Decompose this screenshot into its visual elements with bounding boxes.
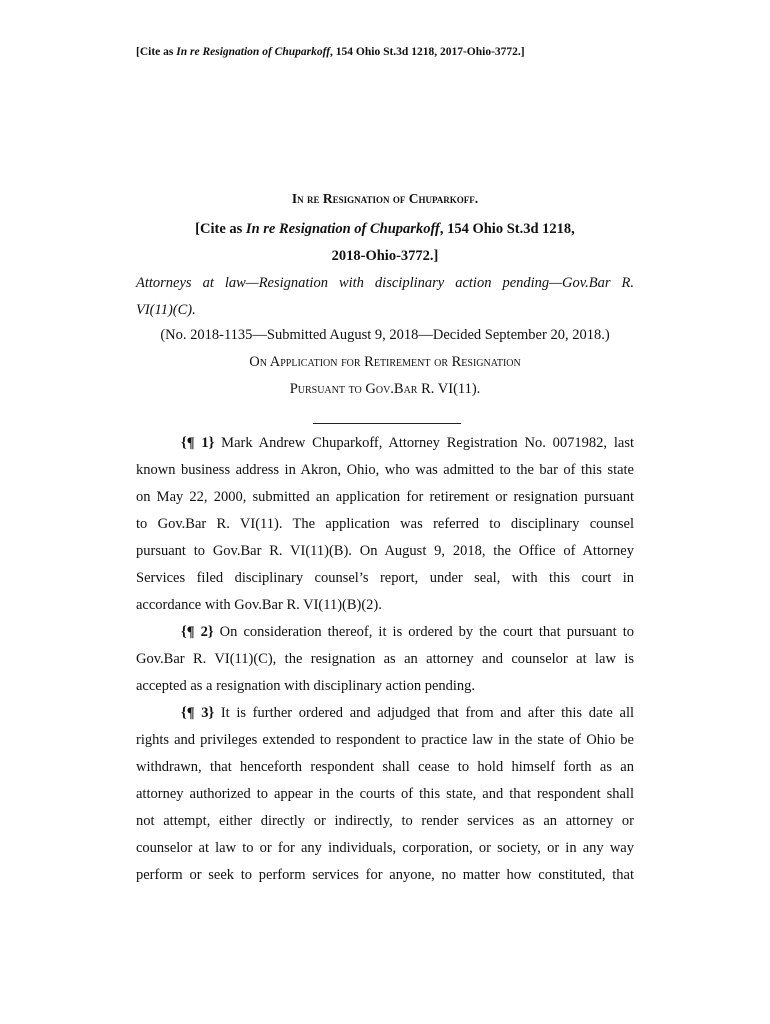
paragraph-line: attorney authorized to appear in the courts of this state, and that respondent shall — [136, 786, 634, 802]
application-heading-1: On Application for Retirement or Resignation — [249, 354, 521, 370]
paragraph-line: not attempt, either directly or indirectly, to render services as an attorney or — [136, 813, 634, 829]
paragraph-line: {¶ 2} On consideration thereof, it is ordered by the court that pursuant to — [181, 624, 634, 640]
headnote-line-2: VI(11)(C). — [136, 302, 196, 318]
paragraph-number: {¶ 1} — [181, 435, 215, 451]
paragraph-line: {¶ 3} It is further ordered and adjudged that from and after this date all — [181, 705, 635, 721]
paragraph-line: {¶ 1} Mark Andrew Chuparkoff, Attorney Registration No. 0071982, last — [181, 435, 634, 451]
cite-suffix: , 154 Ohio St.3d 1218, — [439, 221, 575, 237]
paragraph-line: known business address in Akron, Ohio, who was admitted to the bar of this state — [136, 462, 634, 478]
paragraph-line: counselor at law to or for any individuals, corporation, or society, or in any way — [136, 840, 634, 856]
paragraph-line: on May 22, 2000, submitted an application for retirement or resignation pursuant — [136, 489, 634, 505]
paragraph-line: rights and privileges extended to respondent to practice law in the state of Ohio be — [136, 732, 634, 748]
citation-line-2: 2018-Ohio-3772.] — [331, 248, 439, 264]
header-suffix: , 154 Ohio St.3d 1218, 2017-Ohio-3772.] — [330, 46, 525, 58]
paragraph-line: accepted as a resignation with disciplinary action pending. — [136, 678, 476, 694]
paragraph-line: Services filed disciplinary counsel’s report, under seal, with this court in — [136, 570, 634, 586]
paragraph-2 — [136, 619, 634, 700]
paragraph-number: {¶ 2} — [181, 624, 214, 640]
citation-line-1 — [136, 221, 634, 238]
paragraph-line: pursuant to Gov.Bar R. VI(11)(B). On August 9, 2018, the Office of Attorney — [136, 543, 634, 559]
running-header — [136, 46, 525, 58]
docket-line: (No. 2018-1135—Submitted August 9, 2018—Decided September 20, 2018.) — [160, 327, 610, 343]
paragraph-line: withdrawn, that henceforth respondent shall cease to hold himself forth as an — [136, 759, 634, 775]
paragraph-3 — [136, 700, 634, 889]
paragraph-1 — [136, 430, 634, 619]
paragraph-number: {¶ 3} — [181, 705, 215, 721]
paragraph-line: to Gov.Bar R. VI(11). The application was referred to disciplinary counsel — [136, 516, 634, 532]
section-divider — [313, 423, 461, 424]
paragraph-line: accordance with Gov.Bar R. VI(11)(B)(2). — [136, 597, 382, 613]
header-prefix: [Cite as — [136, 46, 177, 58]
paragraph-line: Gov.Bar R. VI(11)(C), the resignation as an attorney and counselor at law is — [136, 651, 634, 667]
case-title: In re Resignation of Chuparkoff. — [291, 191, 479, 206]
header-case-name: In re Resignation of Chuparkoff — [176, 46, 331, 58]
paragraph-line: perform or seek to perform services for anyone, no matter how constituted, that — [136, 867, 634, 883]
headnote-line-1: Attorneys at law—Resignation with disciplinary action pending—Gov.Bar R. — [136, 275, 634, 291]
cite-prefix: [Cite as — [195, 221, 246, 237]
application-heading-2: Pursuant to Gov.Bar R. VI(11). — [289, 381, 481, 397]
cite-case-name: In re Resignation of Chuparkoff — [245, 221, 440, 237]
